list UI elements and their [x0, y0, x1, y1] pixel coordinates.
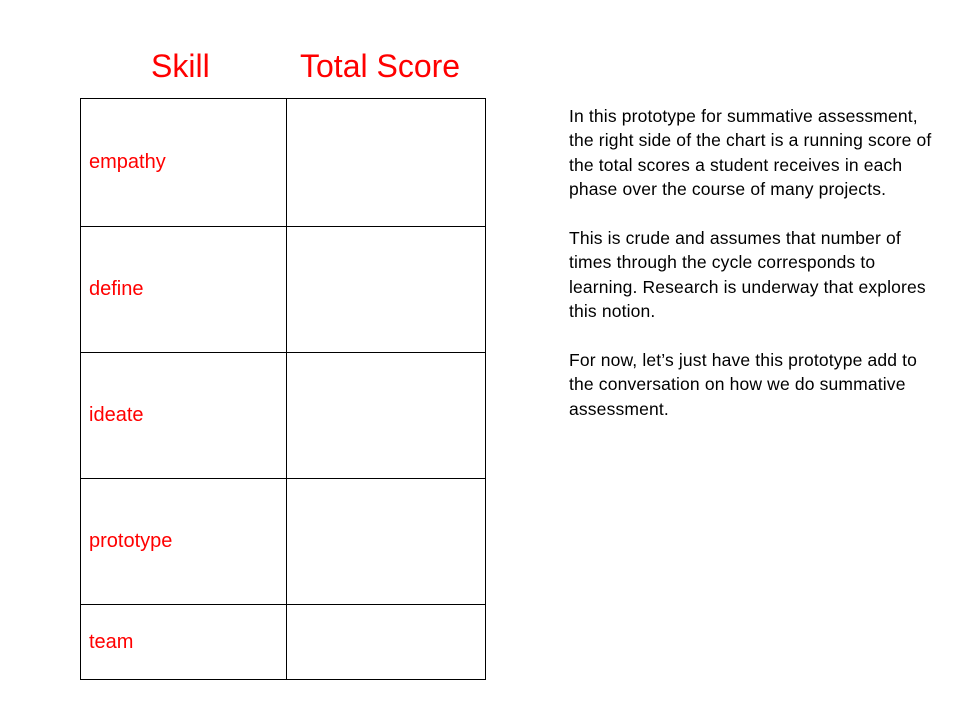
score-cell-team	[286, 605, 485, 679]
score-cell-prototype	[286, 479, 485, 605]
skill-score-table	[80, 98, 486, 680]
skill-cell-prototype: prototype	[81, 479, 286, 605]
total-score-column-header: Total Score	[300, 48, 461, 84]
skill-cell-define: define	[81, 227, 286, 353]
score-cell-empathy	[286, 99, 485, 227]
score-cell-ideate	[286, 353, 485, 479]
skill-cell-ideate: ideate	[81, 353, 286, 479]
skill-cell-empathy: empathy	[81, 99, 286, 227]
explanation-paragraph-2: This is crude and assumes that number of times through the cycle corresponds to learning. Research is underway that explores this notion.	[569, 228, 926, 322]
skill-cell-team: team	[89, 630, 134, 653]
score-cell-define	[286, 227, 485, 353]
explanation-paragraph-3: For now, let’s just have this prototype add to the conversation on how we do summative assessment.	[569, 350, 918, 419]
explanation-paragraph-1: In this prototype for summative assessment, the right side of the chart is a running score of the total scores a student receives in each phase over the course of many projects.	[569, 106, 932, 200]
explanation-text	[569, 104, 941, 421]
skill-column-header: Skill	[151, 48, 210, 84]
